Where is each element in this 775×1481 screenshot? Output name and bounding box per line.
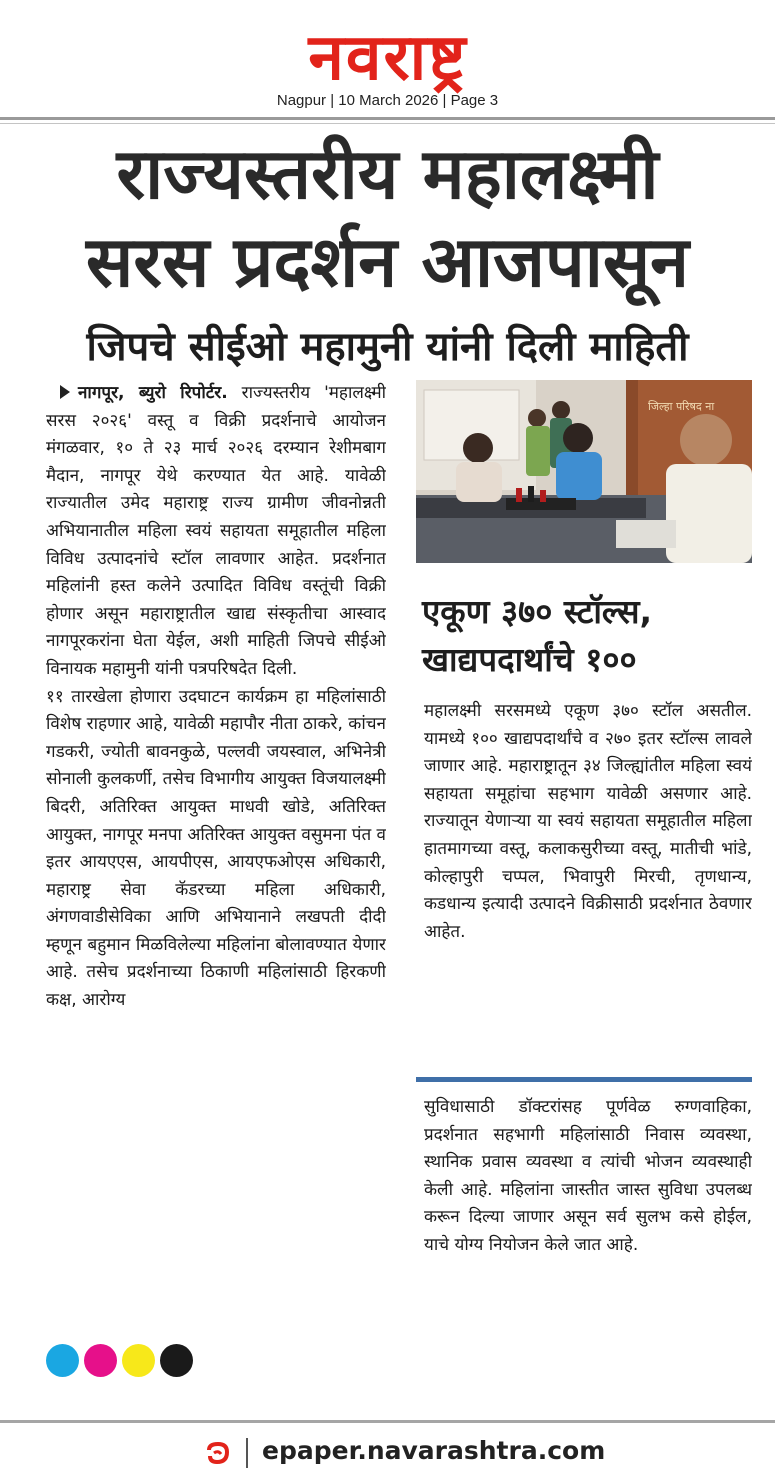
subheadline: जिपचे सीईओ महामुनी यांनी दिली माहिती xyxy=(86,324,689,370)
edition-dateline: Nagpur | 10 March 2026 | Page 3 xyxy=(276,92,499,109)
box-paragraph: महालक्ष्मी सरसमध्ये एकूण ३७० स्टॉल असतील. यामध्ये १०० खाद्यपदार्थांचे व २७० इतर स्टॉल्स लावले जाणार आहे. महाराष्ट्रातून ३४ जिल्ह्यांतील महिला स्वयं सहायता समूहांचा सहभाग यावेळी असणार आहे. राज्यातून येणाऱ्या या स्वयं सहायता समूहातील महिला हातमागच्या वस्तू, कलाकसुरीच्या वस्तू, मातीची भांडे, कोल्हापुरी चप्पल, भिवापुरी मिरची, तृणधान्य, कडधान्य इत्यादी उत्पादने विक्रीसाठी प्रदर्शनात ठेवणार आहेत. xyxy=(424,701,752,942)
article-paragraph-2: ११ तारखेला होणारा उदघाटन कार्यक्रम हा महिलांसाठी विशेष राहणार आहे, यावेळी महापौर नीता ठाकरे, कांचन गडकरी, ज्योती बावनकुळे, पल्लवी जयस्वाल, अभिनेत्री सोनाली कुलकर्णी, तसेच विभागीय आयुक्त विजयालक्ष्मी बिदरी, अतिरिक्त आयुक्त माधवी खोडे, अतिरिक्त आयुक्त, नागपूर मनपा अतिरिक्त आयुक्त वसुमना पंत व इतर आयएएस, आयपीएस, आयएफओएस अधिकारी, महाराष्ट्र सेवा कॅडरच्या महिला अधिकारी, अंगणवाडीसेविका आणि अभियानाने लखपती दीदी म्हणून बहुमान मिळविलेल्या महिलांना बोलावण्यात येणार आहे. तसेच प्रदर्शनाच्या ठिकाणी महिलांसाठी हिरकणी कक्ष, आरोग्य xyxy=(46,686,386,1011)
black-dot xyxy=(160,1344,193,1377)
headline-line-1: राज्यस्तरीय महालक्ष्मी xyxy=(116,133,659,215)
epaper-link[interactable]: epaper.navarashtra.com xyxy=(262,1436,606,1465)
section-divider-blue xyxy=(416,1077,752,1082)
press-conference-illustration xyxy=(416,380,752,563)
cyan-dot xyxy=(46,1344,79,1377)
masthead-divider xyxy=(0,117,775,120)
article-body-left-column xyxy=(46,380,386,1380)
box-heading-line-1: एकूण ३७० स्टॉल्स, xyxy=(422,592,653,631)
navarashtra-mini-logo-icon xyxy=(205,1440,231,1466)
footer-separator xyxy=(246,1438,248,1468)
box-heading xyxy=(422,588,752,684)
yellow-dot xyxy=(122,1344,155,1377)
footer-divider xyxy=(0,1420,775,1423)
nameplate-text: जिल्हा परिषद ना xyxy=(648,400,715,413)
masthead xyxy=(0,0,775,118)
bullet-triangle-icon xyxy=(60,385,70,399)
headline-line-2: सरस प्रदर्शन आजपासून xyxy=(86,221,689,303)
masthead-divider-thin xyxy=(0,123,775,124)
paragraph-1-text: राज्यस्तरीय 'महालक्ष्मी सरस २०२६' वस्तू व विक्री प्रदर्शनाचे आयोजन मंगळवार, १० ते २३ मार्च २०२६ दरम्यान रेशीमबाग मैदान, नागपूर येथे करण्यात येत आहे. यावेळी राज्यातील उमेद महाराष्ट्र राज्य ग्रामीण जीवनोन्नती अभियानातील महिला स्वयं सहायता समूहातील महिला विविध उत्पादनांचे स्टॉल लावणार आहेत. प्रदर्शनात महिलांनी हस्त कलेने उत्पादित विविध वस्तूंची विक्री होणार असून महाराष्ट्रातील खाद्य संस्कृतीचा आस्वाद नागपूरकरांना घेता येईल, अशी माहिती जिपचे सीईओ विनायक महामुनी यांनी पत्रपरिषदेत दिली. xyxy=(46,383,386,679)
article-paragraph-1 xyxy=(46,380,386,684)
navarashtra-logo: नवराष्ट्र xyxy=(308,21,468,95)
press-conference-photo xyxy=(416,380,752,563)
footer xyxy=(0,1420,775,1481)
magenta-dot xyxy=(84,1344,117,1377)
continuation-paragraph: सुविधासाठी डॉक्टरांसह पूर्णवेळ रुग्णवाहिका, प्रदर्शनात सहभागी महिलांसाठी निवास व्यवस्था, स्थानिक प्रवास व्यवस्था व त्यांची भोजन व्यवस्थाही केली आहे. महिलांना जास्तीत जास्त सुविधा उपलब्ध करून दिल्या जाणार असून सर्व सुलभ कसे होईल, याचे योग्य नियोजन केले जात आहे. xyxy=(424,1097,752,1255)
box-heading-line-2: खाद्यपदार्थांचे १०० xyxy=(422,640,637,679)
byline: नागपूर, ब्युरो रिपोर्टर. xyxy=(78,383,228,403)
